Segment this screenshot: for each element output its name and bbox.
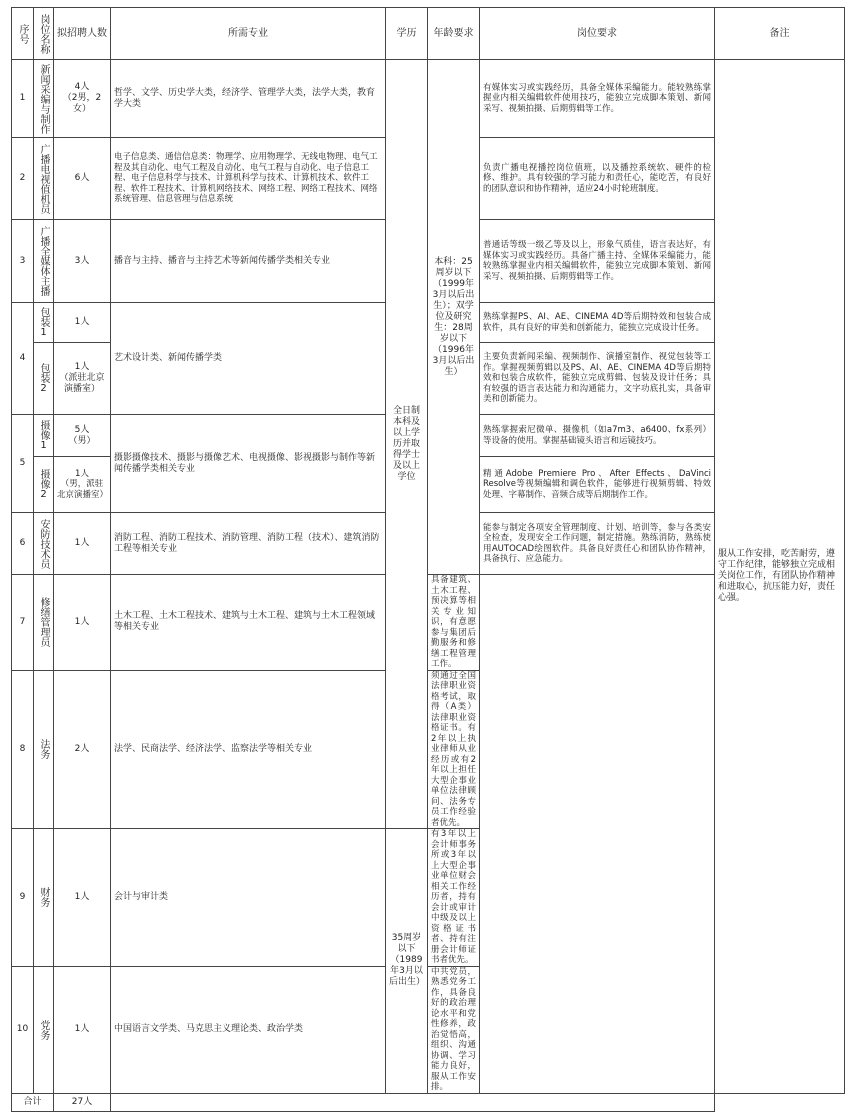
row-requirements: 精通Adobe Premiere Pro、After Effects、DaVinci Resolve等视频编辑和调色软件，能够进行视频剪辑、特效处理、字幕制作、音频合成等后期制作工作。 [480, 457, 715, 513]
header-count: 拟招聘人数 [54, 8, 111, 60]
row-requirements: 有媒体实习或实践经历，具备全媒体采编能力。能较熟练掌握业内相关编辑软件使用技巧，能独立完成脚本策划、新闻采写、视频拍摄、后期剪辑等工作。 [480, 60, 715, 138]
row-major: 法学、民商法学、经济法学、监察法学等相关专业 [111, 670, 386, 829]
row-count: 5人 （男） [54, 415, 111, 457]
row-requirements: 普通话等级一级乙等及以上，形象气质佳，语言表达好，有媒体实习或实践经历。具备广播主持、全媒体采编能力，能较熟练掌握业内相关编辑软件，能独立完成脚本策划、新闻采写、视频拍摄、后期剪辑等工作。 [480, 220, 715, 303]
row-major: 艺术设计类、新闻传播学类 [111, 303, 386, 415]
row-count: 1人 [54, 829, 111, 967]
row-position: 广播电视值机员 [34, 138, 54, 220]
row-major: 土木工程、土木工程技术、建筑与土木工程、建筑与土木工程领域等相关专业 [111, 575, 386, 671]
row-count: 1人 （男，派驻北京演播室） [54, 457, 111, 513]
total-row [12, 1093, 845, 1111]
header-requirements: 岗位要求 [480, 8, 715, 60]
header-row [12, 8, 845, 60]
row-requirements: 熟练掌握PS、AI、AE、CINEMA 4D等后期特效和包装合成软件，具有良好的审美和创新能力，能独立完成设计任务。 [480, 303, 715, 343]
row-seq: 10 [12, 966, 34, 1093]
row-seq: 9 [12, 829, 34, 967]
row-major: 哲学、文学、历史学大类，经济学、管理学大类，法学大类，教育学大类 [111, 60, 386, 138]
row-position: 包装2 [34, 343, 54, 415]
row-requirements: 须通过全国法律职业资格考试，取得（A类）法律职业资格证书。有2年以上执业律师从业经历或有2年以上担任大型企事业单位法律顾问、法务专员工作经验者优先。 [428, 670, 480, 829]
row-seq: 2 [12, 138, 34, 220]
row-count: 1人 [54, 513, 111, 575]
row-requirements: 具备建筑、土木工程、预决算等相关专业知识，有意愿参与集团后勤服务和修缮工程管理工作。 [428, 575, 480, 671]
row-seq: 4 [12, 303, 34, 415]
row-position: 修缮管理员 [34, 575, 54, 671]
row-position: 摄像1 [34, 415, 54, 457]
header-education: 学历 [386, 8, 428, 60]
row-seq: 5 [12, 415, 34, 513]
row-requirements: 中共党员，熟悉党务工作，具备良好的政治理论水平和党性修养，政治觉悟高，组织、沟通协调、学习能力良好，服从工作安排。 [428, 966, 480, 1093]
row-count: 4人 （2男，2女） [54, 60, 111, 138]
row-position: 摄像2 [34, 457, 54, 513]
row-count: 1人 [54, 575, 111, 671]
row-major: 摄影摄像技术、摄影与摄像艺术、电视摄像、影视摄影与制作等新闻传播学类相关专业 [111, 415, 386, 513]
row-requirements: 有3年以上会计师事务所或3年以上大型企事业单位财会相关工作经历者，持有会计或审计中级及以上资格证书者、持有注册会计师证书者优先。 [428, 829, 480, 967]
row-seq: 7 [12, 575, 34, 671]
row-position: 包装1 [34, 303, 54, 343]
row-major: 消防工程、消防工程技术、消防管理、消防工程（技术）、建筑消防工程等相关专业 [111, 513, 386, 575]
education-cell: 全日制本科及以上学历并取得学士及以上学位 [386, 60, 428, 829]
row-position: 新闻采编与制作 [34, 60, 54, 138]
row-requirements: 熟练掌握索尼微单、摄像机（如a7m3、a6400、fx系列）等设备的使用。掌握基础镜头语言和运镜技巧。 [480, 415, 715, 457]
row-major: 电子信息类、通信信息类：物理学、应用物理学、无线电物理、电气工程及其自动化、电气工程及自动化、电气工程与自动化、电子信息工程、电子信息科学与技术、计算机科学与技术、计算机技术、软件工程、软件工程技术、计算机网络技术、网络工程、网络工程技术、网络系统管理、信息管理与信息系统 [111, 138, 386, 220]
header-seq: 序号 [12, 8, 34, 60]
notes-cell: 服从工作安排，吃苦耐劳，遵守工作纪律，能够独立完成相关岗位工作，有团队协作精神和进取心，抗压能力好，责任心强。 [715, 60, 845, 1094]
row-count: 1人 [54, 966, 111, 1093]
header-age: 年龄要求 [428, 8, 480, 60]
table-row [12, 60, 845, 138]
row-count: 3人 [54, 220, 111, 303]
row-position: 安防技术员 [34, 513, 54, 575]
row-position: 法务 [34, 670, 54, 829]
header-major: 所需专业 [111, 8, 386, 60]
row-count: 1人 （派驻北京演播室） [54, 343, 111, 415]
total-empty [111, 1093, 715, 1111]
row-position: 广播全媒体主播 [34, 220, 54, 303]
row-seq: 1 [12, 60, 34, 138]
header-position: 岗位名称 [34, 8, 54, 60]
age-finance-cell: 35周岁以下（1989年3月以后出生） [386, 829, 428, 1094]
row-seq: 8 [12, 670, 34, 829]
row-count: 1人 [54, 303, 111, 343]
row-position: 党务 [34, 966, 54, 1093]
age-main-cell: 本科：25周岁以下（1999年3月以后出生）；双学位及研究生：28周岁以下（1996年3月以后出生） [428, 60, 480, 575]
row-major: 中国语言文学类、马克思主义理论类、政治学类 [111, 966, 386, 1093]
header-notes: 备注 [715, 8, 845, 60]
row-count: 6人 [54, 138, 111, 220]
row-requirements: 负责广播电视播控岗位值班，以及播控系统软、硬件的检修、维护。具有较强的学习能力和责任心，能吃苦，有良好的团队意识和协作精神，适应24小时轮班制度。 [480, 138, 715, 220]
total-label: 合计 [12, 1093, 54, 1111]
row-major: 播音与主持、播音与主持艺术等新闻传播学类相关专业 [111, 220, 386, 303]
row-seq: 6 [12, 513, 34, 575]
recruitment-table [11, 7, 845, 1112]
total-count: 27人 [54, 1093, 111, 1111]
row-seq: 3 [12, 220, 34, 303]
row-major: 会计与审计类 [111, 829, 386, 967]
row-requirements: 能参与制定各项安全管理制度、计划、培训等，参与各类安全检查，发现安全工作问题，制定措施。熟练消防，熟练使用AUTOCAD绘图软件。具备良好责任心和团队协作精神，具备执行、应急能力。 [480, 513, 715, 575]
row-position: 财务 [34, 829, 54, 967]
row-requirements: 主要负责新闻采编、视频制作、演播室制作、视觉包装等工作。掌握视频剪辑以及PS、AI、AE、CINEMA 4D等后期特效和包装合成软件，能独立完成剪辑、包装及设计任务；具有较强的语言表达能力和沟通能力，文字功底扎实，具备审美和创新能力。 [480, 343, 715, 415]
row-count: 2人 [54, 670, 111, 829]
